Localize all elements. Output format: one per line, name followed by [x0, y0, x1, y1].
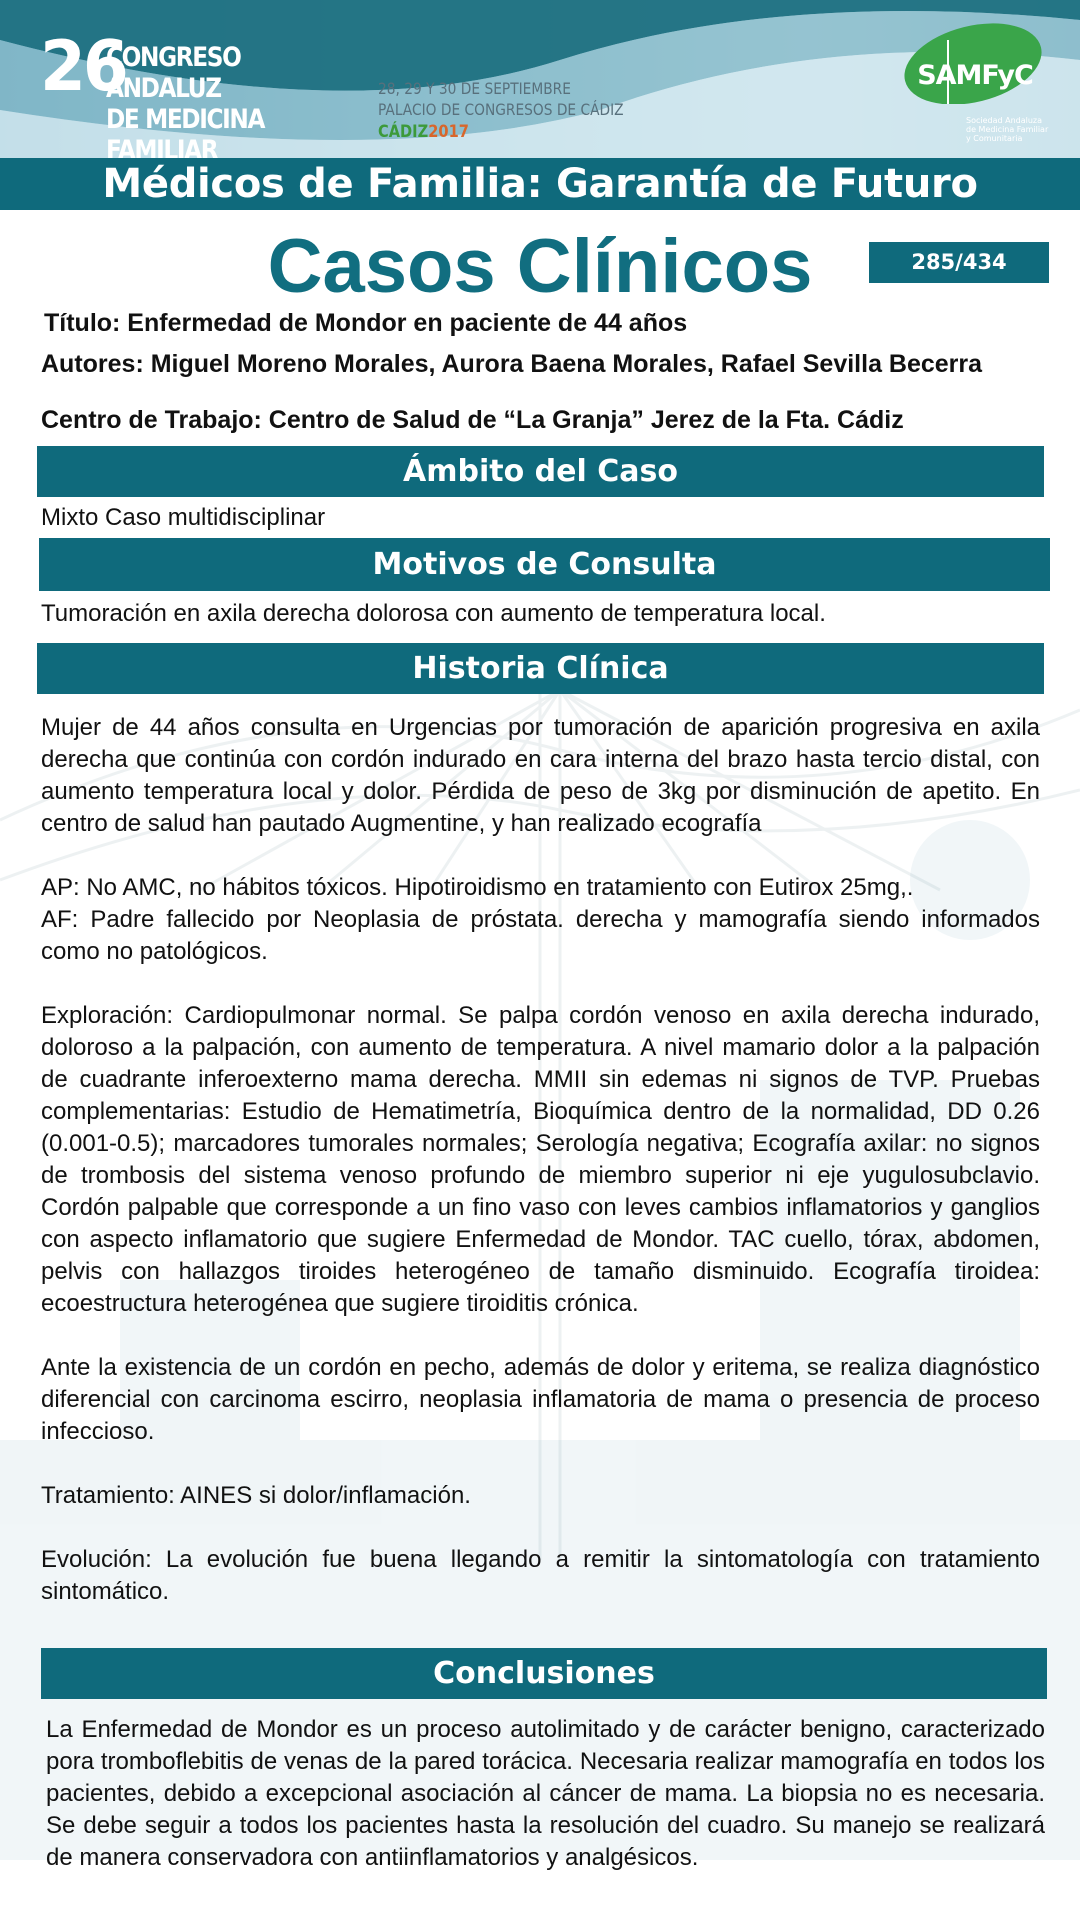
congress-dates: 28, 29 Y 30 DE SEPTIEMBRE — [378, 79, 571, 98]
congress-city: CÁDIZ — [378, 122, 429, 142]
logo-text: SAMFyC — [917, 60, 1033, 91]
page-title: Casos Clínicos — [267, 224, 813, 309]
congress-number: 26 — [40, 26, 126, 107]
case-number-badge: 285/434 — [869, 242, 1049, 283]
logo-subtext: Sociedad Andaluza de Medicina Familiar y Comunitaria — [966, 116, 1049, 143]
case-title: Título: Enfermedad de Mondor en paciente de 44 años — [44, 309, 688, 337]
case-authors: Autores: Miguel Moreno Morales, Aurora Baena Morales, Rafael Sevilla Becerra — [41, 350, 983, 378]
section-heading-motivos: Motivos de Consulta — [39, 538, 1050, 591]
section-heading-ambito: Ámbito del Caso — [37, 446, 1044, 497]
congress-city-year — [378, 122, 469, 142]
samfyc-logo — [902, 18, 1052, 143]
historia-paragraph: Exploración: Cardiopulmonar normal. Se palpa cordón venoso en axila derecha indurado, doloroso a la palpación, con aumento de temperatura. A nivel mamario dolor a la palpación de cuadrante inferoexterno mama derecha. MMII sin edemas ni signos de TVP. Pruebas complementarias: Estudio de Hematimetría, Bioquímica dentro de la normalidad, DD 0.26 (0.001-0.5); marcadores tumorales normales; Serología negativa; Ecografía axilar: no signos de trombosis del sistema venoso profundo de miembro superior ni eje yugulosubclavio. Cordón palpable que corresponde a un fino vaso con leves cambios inflamatorios y ganglios con aspecto inflamatorio que sugiere Enfermedad de Mondor. TAC cuello, tórax, abdomen, pelvis con hallazgos tiroides heterogéneo de tamaño disminuido. Ecografía tiroidea: ecoestructura heterogénea que sugiere tiroiditis crónica. — [41, 1002, 1040, 1317]
section-heading-historia: Historia Clínica — [37, 643, 1044, 694]
congress-title-line: DE MEDICINA FAMILIAR — [106, 104, 265, 158]
historia-paragraph: AP: No AMC, no hábitos tóxicos. Hipotiroidismo en tratamiento con Eutirox 25mg,. — [41, 874, 914, 901]
conclusiones-text: La Enfermedad de Mondor es un proceso autolimitado y de carácter benigno, caracterizado pora tromboflebitis de venas de la pared torácica. Necesaria realizar mamografía en todos los pacientes, debido a excepcional asociación al cáncer de mama. La biopsia no es necesaria. Se debe seguir a todos los pacientes hasta la resolución del cuadro. Su manejo se realizará de manera conservadora con antiinflamatorios y analgésicos. — [46, 1716, 1045, 1871]
case-work-center: Centro de Trabajo: Centro de Salud de “La Granja” Jerez de la Fta. Cádiz — [41, 406, 904, 434]
congress-title-line: CONGRESO ANDALUZ — [106, 42, 241, 104]
section-heading-conclusiones: Conclusiones — [41, 1648, 1047, 1699]
congress-venue: PALACIO DE CONGRESOS DE CÁDIZ — [378, 100, 624, 119]
ambito-text: Mixto Caso multidisciplinar — [41, 504, 326, 531]
historia-paragraph: Tratamiento: AINES si dolor/inflamación. — [41, 1482, 471, 1509]
motto-bar: Médicos de Familia: Garantía de Futuro — [0, 158, 1080, 210]
congress-title — [106, 42, 338, 158]
historia-paragraph: AF: Padre fallecido por Neoplasia de próstata. derecha y mamografía siendo informados como no patológicos. — [41, 906, 1040, 965]
motivos-text: Tumoración en axila derecha dolorosa con aumento de temperatura local. — [41, 600, 826, 627]
historia-paragraph: Evolución: La evolución fue buena llegando a remitir la sintomatología con tratamiento sintomático. — [41, 1546, 1040, 1605]
congress-dates-venue — [378, 78, 624, 120]
historia-paragraph: Ante la existencia de un cordón en pecho, además de dolor y eritema, se realiza diagnóstico diferencial con carcinoma escirro, neoplasia inflamatoria de mama o presencia de proceso infeccioso. — [41, 1354, 1040, 1445]
header-banner — [0, 0, 1080, 158]
historia-text — [41, 712, 1040, 1650]
poster-content — [0, 210, 1080, 1920]
historia-paragraph: Mujer de 44 años consulta en Urgencias por tumoración de aparición progresiva en axila derecha que continúa con cordón indurado en cara interna del brazo hasta tercio distal, con aumento temperatura local y dolor. Pérdida de peso de 3kg por disminución de apetito. En centro de salud han pautado Augmentine, y han realizado ecografía — [41, 714, 1040, 837]
congress-year: 2017 — [428, 122, 469, 142]
